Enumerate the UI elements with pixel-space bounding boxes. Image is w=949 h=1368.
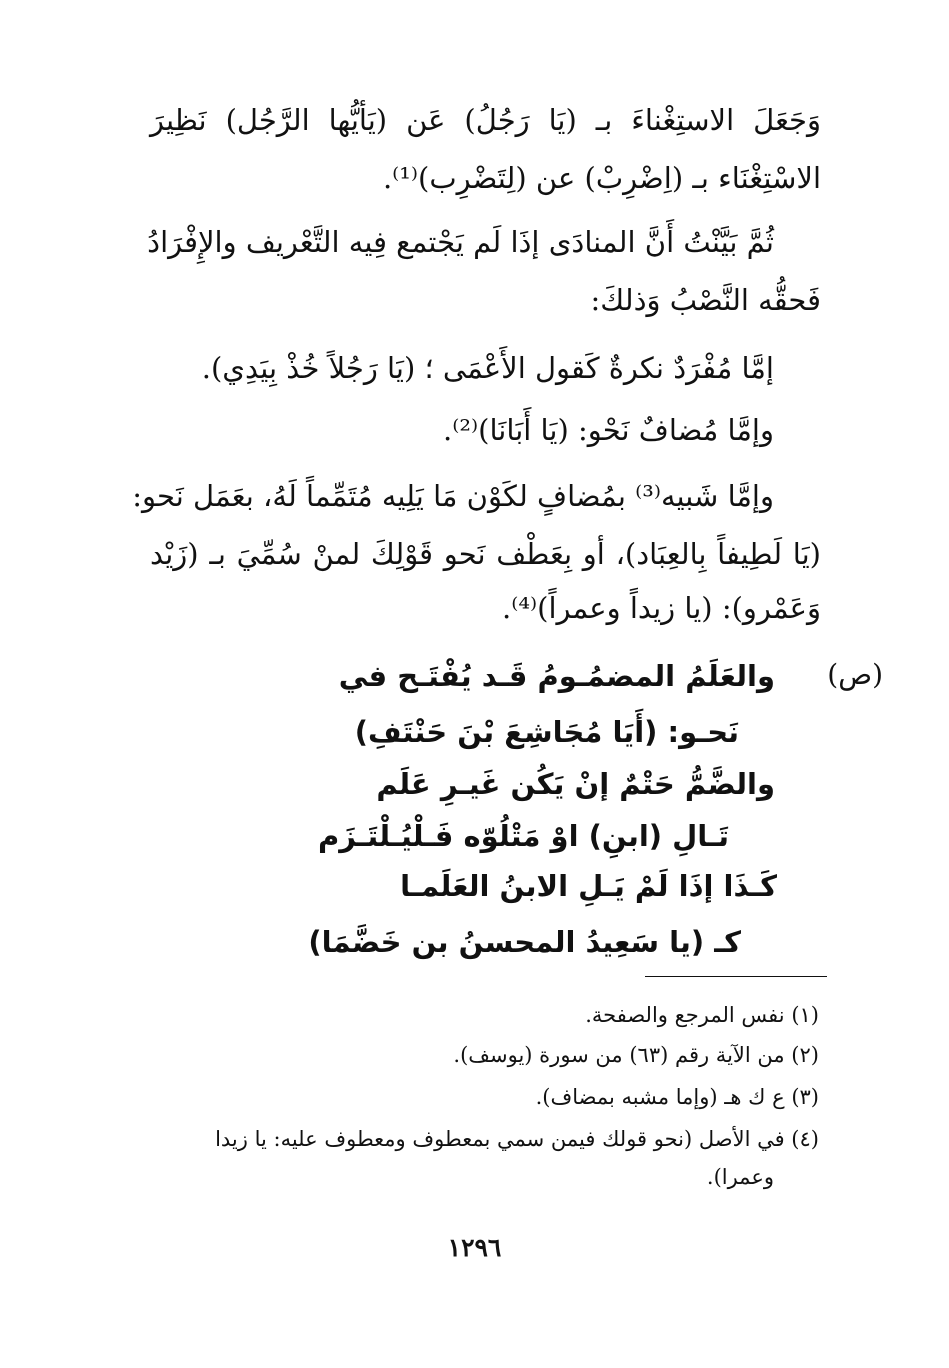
paragraph-5-line-1: وإمَّا شَبيه⁽³⁾ بمُضافٍ لكَوْن مَا يَلِيه مُتَمِّماً لَهُ، بعَمَل نَحو: xyxy=(132,479,774,513)
footnote-4-line-1: (٤) في الأصل (نحو قولك فيمن سمي بمعطوف ومعطوف عليه: يا زيدا xyxy=(215,1127,819,1151)
verse-line-6: كـ (يا سَعِيدُ المحسنُ بن خَضَّمَا) xyxy=(308,925,741,959)
verse-line-2: نَحـو: (أَيَا مُجَاشِعَ بْنَ حَنْتَفِ) xyxy=(354,715,739,749)
verse-line-5: كَـذَا إذَا لَمْ يَـلِ الابنُ العَلَمـا xyxy=(400,869,777,903)
footnote-divider xyxy=(645,976,827,977)
page-number: ١٢٩٦ xyxy=(447,1233,502,1262)
verse-line-4: تَـالِ (ابنِ) اوْ مَتْلُوّه فَـلْيُـلْتَـزَم xyxy=(318,819,729,853)
verse-label: (ص) xyxy=(827,658,883,691)
paragraph-2-line-2: فَحقُّه النَّصْبُ وَذلكَ: xyxy=(590,283,821,317)
footnote-3: (٣) ع ك هـ (وإما مشبه بمضاف). xyxy=(535,1085,819,1109)
verse-line-3: والضَّمُّ حَتْمٌ إنْ يَكُن غَيـرِ عَلَم xyxy=(376,767,775,801)
paragraph-5-line-3: وَعَمْرو): (يا زيداً وعمراً)⁽⁴⁾. xyxy=(502,591,821,625)
paragraph-3-line-1: إمَّا مُفْرَدٌ نكرةٌ كَقول الأَعْمَى ؛ (يَا رَجُلاً خُذْ بِيَدِي). xyxy=(201,351,774,385)
verse-line-1: والعَلَمُ المضمُـومُ قَـد يُفْتَـح في xyxy=(338,659,775,693)
footnote-2: (٢) من الآية رقم (٦٣) من سورة (يوسف). xyxy=(453,1043,819,1067)
footnote-1: (١) نفس المرجع والصفحة. xyxy=(585,1003,819,1027)
paragraph-1-line-1: وَجَعَلَ الاستِغْناءَ بـ (يَا رَجُلُ) عَن (يَأيُّها الرَّجُل) نَظِيرَ xyxy=(150,103,821,137)
paragraph-4-line-1: وإمَّا مُضافٌ نَحْو: (يَا أَبَانَا)⁽²⁾. xyxy=(443,413,774,447)
paragraph-1-line-2: الاسْتِغْنَاء بـ (اِضْرِبْ) عن (لِتَضْرِب)⁽¹⁾. xyxy=(382,161,821,195)
paragraph-5-line-2: (يَا لَطِيفاً بِالعِبَاد)، أو بِعَطْف نَحو قَوْلِكَ لمنْ سُمِّيَ بـ (زَيْد xyxy=(150,537,821,571)
paragraph-2-line-1: ثُمَّ بَيَّنْتُ أَنَّ المنادَى إذَا لَم يَجْتمع فِيه التَّعْريف والإِفْرَادُ xyxy=(147,225,774,259)
footnote-4-line-2: وعمرا). xyxy=(706,1165,774,1189)
